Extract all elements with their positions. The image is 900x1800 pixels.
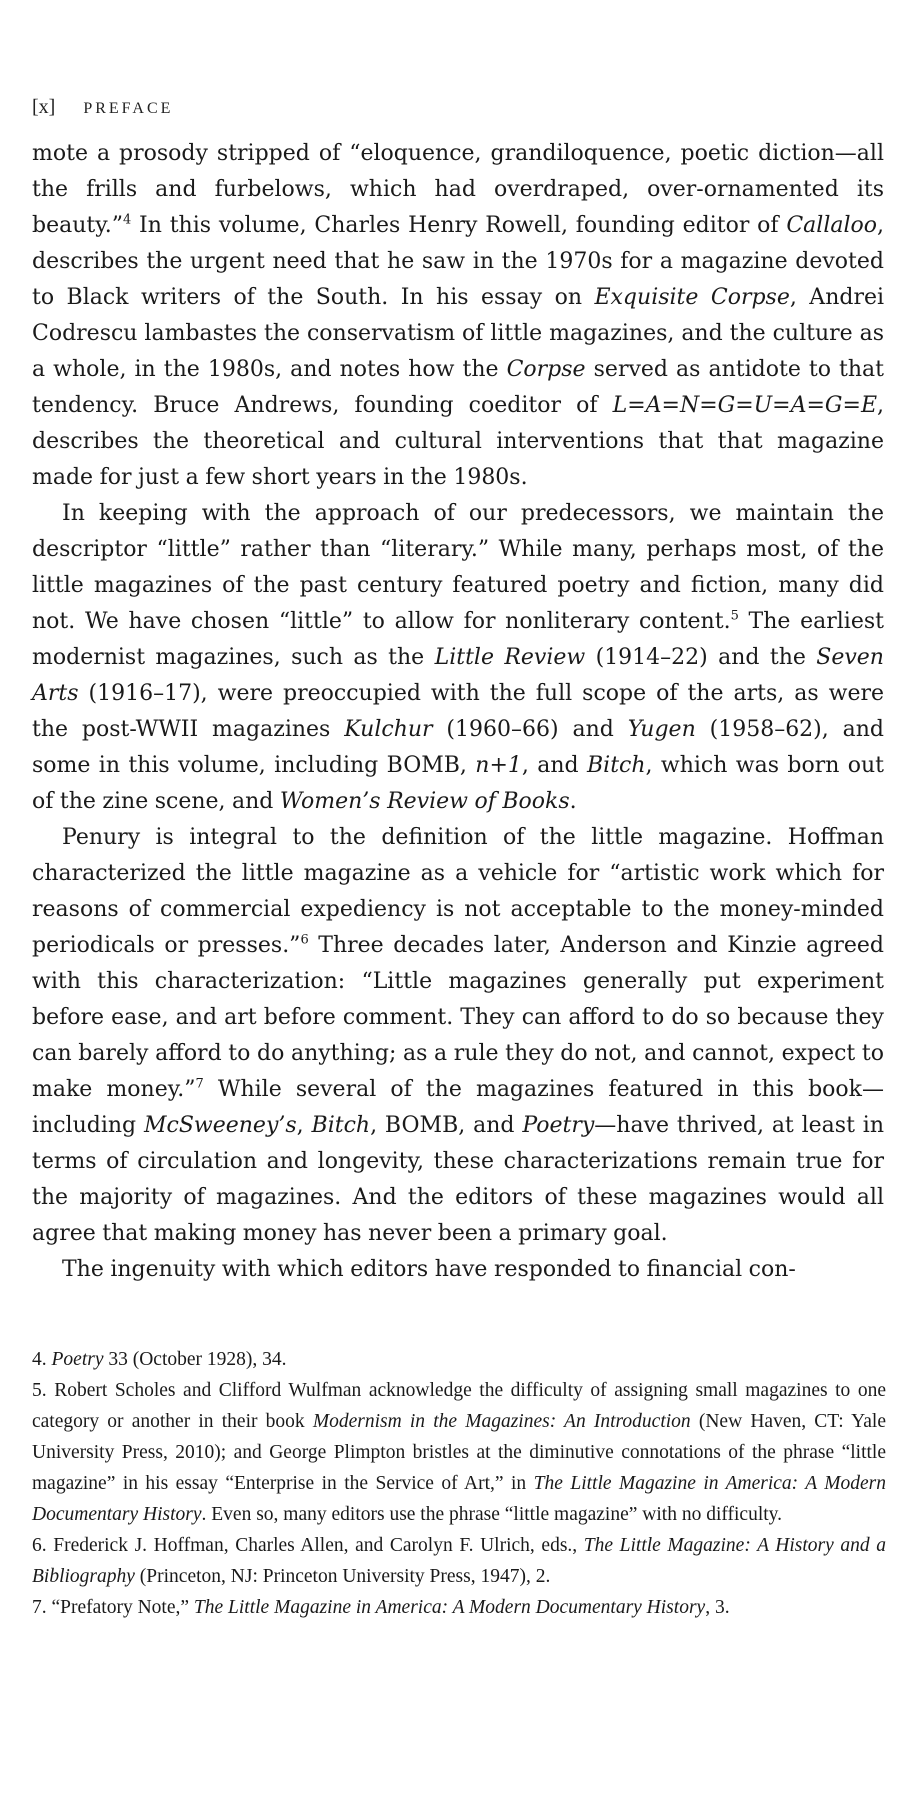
note-ref-6[interactable]: 6 — [300, 932, 309, 948]
footnote-4: 4. Poetry 33 (October 1928), 34. — [32, 1349, 287, 1370]
footnote-5: 5. Robert Scholes and Clifford Wulfman acknowledge the difficulty of assigning small magazines to one category or another in their book Modernism in the Magazines: An Introduction (New Haven, CT: Yale University Press, 2010); and George Plimpton bristles at the diminutive connotations of the phrase “little magazine” in his essay “Enterprise in the Service of Art,” in The Little Magazine in America: A Modern Documentary History. Even so, many editors use the phrase “little magazine” with no difficulty. — [32, 1380, 887, 1525]
paragraph-1: mote a prosody stripped of “eloquence, grandiloquence, poetic diction—all the frills and furbelows, which had overdraped, over-ornamented its beauty.”$^4$ In this volume, Charles Henry Rowell, founding editor of Callaloo, describes the urgent need that he saw in the 1970s for a magazine devoted to Black writers of the South. In his essay on Exquisite Corpse, Andrei Codrescu lambastes the conservatism of little magazines, and the culture as a whole, in the 1980s, and notes how the Corpse served as antidote to that tendency. Bruce Andrews, founding coeditor of L=A=N=G=U=A=G=E, describes the theoretical and cultural interventions that that magazine made for just a few short years in the 1980s. — [32, 141, 885, 490]
running-header — [32, 96, 173, 119]
paragraph-3: Penury is integral to the definition of the little magazine. Hoffman characterized the little magazine as a vehicle for “artistic work which for reasons of commercial expediency is not acceptable to the money-minded periodicals or presses.”$^6$ Three decades later, Anderson and Kinzie agreed with this characterization: “Little magazines generally put experiment before ease, and art before comment. They can afford to do so because they can barely afford to do anything; as a rule they do not, and cannot, expect to make money.”$^7$ While several of the magazines featured in this book—including McSweeney’s, Bitch, BOMB, and Poetry—have thrived, at least in terms of circulation and longevity, these characterizations remain true for the majority of magazines. And the editors of these magazines would all agree that making money has never been a primary goal. — [32, 825, 885, 1246]
body-text — [32, 136, 884, 1288]
paragraph-2: In keeping with the approach of our predecessors, we maintain the descriptor “little” rather than “literary.” While many, perhaps most, of the little magazines of the past century featured poetry and fiction, many did not. We have chosen “little” to allow for nonliterary content.$^5$ The earliest modernist magazines, such as the Little Review (1914–22) and the Seven Arts (1916–17), were preoccupied with the full scope of the arts, as were the post-WWII magazines Kulchur (1960–66) and Yugen (1958–62), and some in this volume, including BOMB, n+1, and Bitch, which was born out of the zine scene, and Women’s Review of Books. — [32, 501, 884, 814]
note-ref-5[interactable]: 5 — [730, 608, 739, 624]
footnote-6: 6. Frederick J. Hoffman, Charles Allen, and Carolyn F. Ulrich, eds., The Little Magazine: A History and a Bibliography (Princeton, NJ: Princeton University Press, 1947), 2. — [32, 1535, 887, 1587]
chapter-title: PREFACE — [83, 100, 174, 117]
note-ref-7[interactable]: 7 — [195, 1076, 204, 1092]
note-ref-4[interactable]: 4 — [122, 212, 132, 228]
footnote-7: 7. “Prefatory Note,” The Little Magazine in America: A Modern Documentary History, 3. — [32, 1597, 730, 1618]
footnotes — [32, 1344, 886, 1623]
page-number: [x] — [32, 96, 56, 118]
paragraph-4: The ingenuity with which editors have responded to financial con- — [62, 1257, 796, 1282]
